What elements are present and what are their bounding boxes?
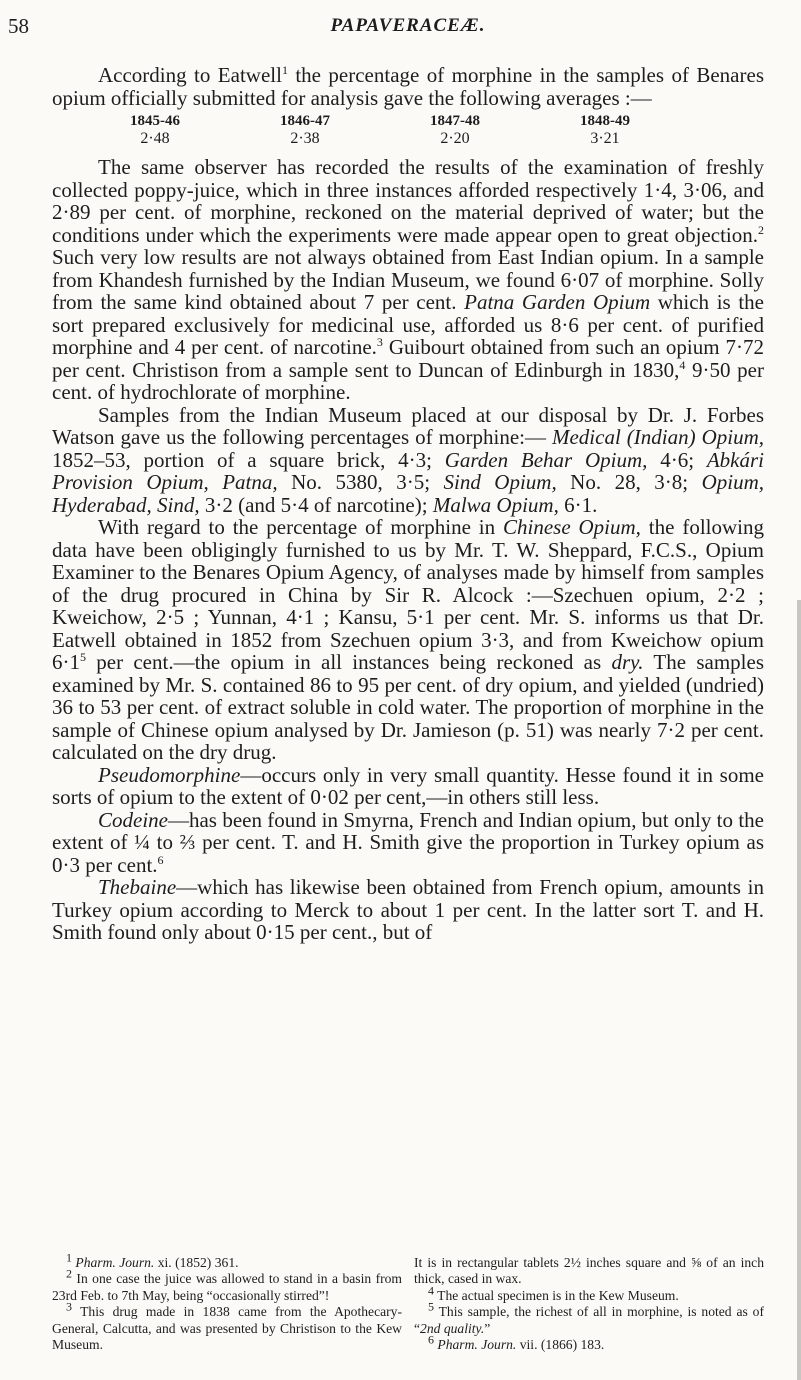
footnote-ref-2: 2 <box>758 222 764 237</box>
italic-term: Opium, Hyderabad, Sind, <box>52 470 764 517</box>
section-term: Codeine <box>98 807 168 832</box>
text-run: —occurs only in very small quantity. Hesse found it in some sorts of opium to the extent of 0·02 per cent,—in others still less. <box>52 762 764 809</box>
footnote-3 <box>52 1299 402 1353</box>
footnote-ref-3: 3 <box>376 335 383 349</box>
text-run: The actual specimen is in the Kew Museum. <box>434 1287 679 1303</box>
text-run: xi. (1852) 361. <box>154 1255 239 1270</box>
footnotes <box>52 1250 764 1353</box>
italic-term: Sind Opium, <box>443 470 557 494</box>
source-title: Pharm. Journ. <box>75 1255 155 1270</box>
year-cell: 1847-48 <box>430 113 480 129</box>
footnote-ref-4: 4 <box>679 357 686 372</box>
footnote-3-continued: It is in rectangular tablets 2½ inches square and ⅝ of an inch thick, cased in wax. <box>414 1255 764 1287</box>
text-run: —which has likewise been obtained from French opium, amounts in Turkey opium according to Merck to about 1 per cent. In the latter sort T. and H. Smith found only about 0·15 per cent., but of <box>52 875 764 944</box>
text-run: This sample, the richest of all in morphine, is noted as of “ <box>414 1304 764 1336</box>
paragraph-thebaine <box>52 876 764 944</box>
footnote-ref-6: 6 <box>157 852 164 867</box>
text-run: The same observer has recorded the results of the examination of freshly collected poppy-juice, which in three instances afforded respectively 1·4, 3·06, and 2·89 per cent. of morphine, reckoned on the material deprived of water; but the conditions under which the experiments were made appear open to great objection. <box>52 155 764 247</box>
text-run: Guibourt obtained from such an opium 7·72 per cent. Christison from a sample sent to Duncan of Edinburgh in 1830, <box>52 335 765 382</box>
footnote-5 <box>414 1299 764 1337</box>
footnote-mark: 2 <box>66 1266 72 1281</box>
text-run: —has been found in Smyrna, French and Indian opium, but only to the extent of ¼ to ⅔ per cent. T. and H. Smith give the proportion in Turkey opium as 0·3 per cent. <box>52 807 764 877</box>
value-cell: 2·48 <box>140 130 170 147</box>
text-run: Samples from the Indian Museum placed at our disposal by Dr. J. Forbes Watson gave us the following percentages of morphine:— <box>52 402 764 449</box>
page-header <box>8 14 764 40</box>
footnote-4 <box>414 1283 764 1304</box>
text-run: which is the sort prepared exclusively for medicinal use, afforded us 8·6 per cent. of purified morphine and 4 per cent. of narcotine. <box>52 290 764 359</box>
paragraph-codeine <box>52 809 764 877</box>
footnotes-left-column <box>52 1250 402 1353</box>
averages-values-row <box>80 130 680 148</box>
footnote-6 <box>414 1332 764 1353</box>
year-cell: 1846-47 <box>280 113 330 129</box>
footnote-mark: 6 <box>428 1332 434 1347</box>
body-text <box>52 64 764 944</box>
text-run: the following data have been obligingly furnished to us by Mr. T. W. Sheppard, F.C.S., Opium Examiner to the Benares Opium Agency, of analyses made by himself from samples of the drug procured in China by Sir R. Alcock :—Szechuen opium, 2·2 ; Kweichow, 2·5 ; Yunnan, 4·1 ; Kansu, 5·1 per cent. Mr. S. informs us that Dr. Eatwell obtained in 1852 from Szechuen opium 3·3, and from Kweichow opium 6·1 <box>52 515 764 674</box>
averages-years-row <box>80 112 680 130</box>
text-run: the percentage of morphine in the samples of Benares opium officially submitted for analysis gave the following averages :— <box>52 63 764 110</box>
paragraph-indian-museum <box>52 404 764 517</box>
value-cell: 2·38 <box>290 130 320 147</box>
italic-term: Patna Garden Opium <box>464 290 651 314</box>
italic-term: Medical (Indian) Opium, <box>551 425 764 449</box>
italic-term: 2nd quality. <box>420 1320 485 1336</box>
paragraph-pseudomorphine <box>52 764 764 809</box>
section-term: Pseudomorphine <box>98 762 241 787</box>
text-run: vii. (1866) 183. <box>516 1337 605 1353</box>
footnote-1 <box>52 1250 402 1271</box>
text-run: With regard to the percentage of morphine in <box>98 515 503 539</box>
text-run: 1852–53, portion of a square brick, 4·3; <box>52 447 445 472</box>
footnote-ref-5: 5 <box>80 650 86 664</box>
text-run: 6·1. <box>558 492 598 517</box>
italic-term: dry. <box>611 650 644 674</box>
footnote-mark: 4 <box>428 1283 434 1298</box>
footnote-mark: 1 <box>66 1250 72 1265</box>
italic-term: Garden Behar Opium, <box>444 447 648 472</box>
text-run: This drug made in 1838 came from the Apothecary-General, Calcutta, and was presented by Christison to the Kew Museum. <box>52 1304 402 1353</box>
footnote-mark: 3 <box>66 1299 72 1314</box>
text-run: 3·2 (and 5·4 of narcotine); <box>199 492 433 517</box>
text-run: 9·50 per cent. of hydrochlorate of morphine. <box>52 357 764 404</box>
running-title: PAPAVERACEÆ. <box>330 15 486 36</box>
text-run: No. 28, 3·8; <box>556 470 702 494</box>
footnote-mark: 5 <box>428 1299 434 1314</box>
text-run: According to Eatwell <box>98 63 282 87</box>
paragraph-eatwell-averages <box>52 64 764 109</box>
footnote-2 <box>52 1266 402 1304</box>
page-number: 58 <box>8 14 29 38</box>
paragraph-poppy-juice <box>52 156 764 404</box>
value-cell: 3·21 <box>590 130 620 147</box>
italic-term: Malwa Opium, <box>432 492 559 517</box>
italic-term: Abkári Provision Opium, Patna, <box>52 447 764 494</box>
source-title: Pharm. Journ. <box>437 1337 517 1353</box>
paragraph-chinese-opium <box>52 516 764 764</box>
text-run: ” <box>484 1320 491 1336</box>
text-run: 4·6; <box>647 447 707 472</box>
year-cell: 1845-46 <box>130 113 180 129</box>
year-cell: 1848-49 <box>580 113 630 129</box>
text-run: The samples examined by Mr. S. contained 86 to 95 per cent. of dry opium, and yielded (undried) 36 to 53 per cent. of extract soluble in cold water. The proportion of morphine in the sample of Chinese opium analysed by Dr. Jamieson (p. 51) was nearly 7·2 per cent. calculated on the dry drug. <box>52 650 764 764</box>
value-cell: 2·20 <box>440 130 470 147</box>
averages-table <box>80 112 680 148</box>
text-run: per cent.—the opium in all instances being reckoned as <box>86 650 612 674</box>
footnote-ref-1: 1 <box>281 63 288 77</box>
text-run: No. 5380, 3·5; <box>277 470 444 494</box>
italic-term: Chinese Opium, <box>502 515 641 539</box>
page-edge-shadow <box>797 600 801 1380</box>
text-run: In one case the juice was allowed to stand in a basin from 23rd Feb. to 7th May, being “occasionally stirred”! <box>52 1271 402 1303</box>
section-term: Thebaine <box>98 875 177 899</box>
footnotes-right-column <box>414 1255 764 1353</box>
text-run: Such very low results are not always obtained from East Indian opium. In a sample from Khandesh furnished by the Indian Museum, we found 6·07 of morphine. Solly from the same kind obtained about 7 per cent. <box>52 245 764 314</box>
